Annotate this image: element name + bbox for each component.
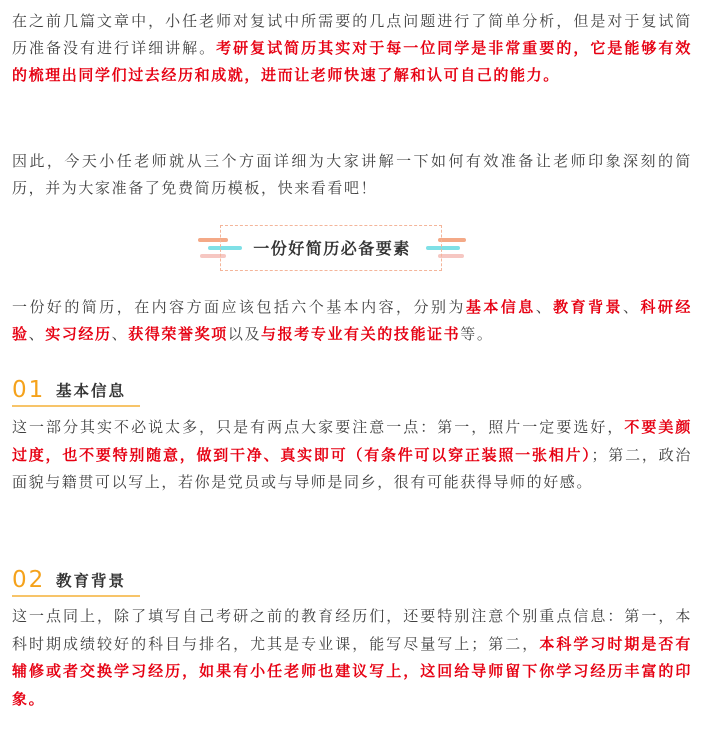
section-highlight-text: 本科学习时期是否有辅修或者交换学习经历，如果有小任老师也建议写上，这回给导师留下你学习经历丰富的印象。 [12, 634, 692, 708]
overview-connector: 以及 [227, 325, 262, 343]
intro-paragraph [12, 8, 692, 89]
section-title: 基本信息 [56, 382, 127, 400]
section-underline [12, 595, 140, 597]
overview-item-basic-info: 基本信息 [465, 298, 536, 316]
section-title: 教育背景 [56, 572, 127, 590]
banner-title: 一份好简历必备要素 [253, 239, 411, 258]
overview-separator: 、 [623, 298, 641, 316]
section-number: 01 [12, 377, 46, 403]
overview-separator: 、 [28, 325, 46, 343]
overview-tail: 等。 [460, 325, 494, 343]
section-banner [194, 225, 470, 273]
overview-lead: 一份好的简历，在内容方面应该包括六个基本内容，分别为 [12, 298, 466, 316]
section-plain-text: 这一点同上，除了填写自己考研之前的教育经历们，还要特别注意个别重点信息：第一，本科时期成绩较好的科目与排名，尤其是专业课，能写尽量写上；第二， [12, 607, 692, 653]
intro-highlight-text: 考研复试简历其实对于每一位同学是非常重要的，它是能够有效的梳理出同学们过去经历和成就，进而让老师快速了解和认可自己的能力。 [12, 39, 692, 84]
section-header-basic-info [12, 376, 152, 408]
section-body-education [12, 603, 692, 713]
section-underline [12, 405, 140, 407]
overview-item-certificates: 与报考专业有关的技能证书 [261, 325, 461, 343]
section-plain-text-2: ；第二，政治面貌与籍贯可以写上，若你是党员或与导师是同乡，很有可能获得导师的好感。 [12, 445, 692, 492]
overview-item-internship: 实习经历 [45, 325, 112, 343]
intro-followup-text: 因此，今天小任老师就从三个方面详细为大家讲解一下如何有效准备让老师印象深刻的简历，并为大家准备了免费简历模板，快来看看吧！ [12, 152, 692, 197]
overview-separator: 、 [111, 325, 129, 343]
overview-item-research: 科研经验 [12, 298, 692, 343]
section-number: 02 [12, 567, 46, 593]
intro-plain-text: 在之前几篇文章中，小任老师对复试中所需要的几点问题进行了简单分析，但是对于复试简历准备没有进行详细讲解。 [12, 12, 692, 57]
overview-item-honors: 获得荣誉奖项 [128, 325, 228, 343]
overview-paragraph [12, 294, 692, 348]
section-highlight-text: 不要美颜过度，也不要特别随意，做到干净、真实即可（有条件可以穿正装照一张相片） [12, 418, 692, 464]
overview-item-education: 教育背景 [553, 298, 623, 316]
overview-separator: 、 [535, 298, 554, 316]
section-header-education [12, 566, 152, 598]
intro-paragraph-2 [12, 148, 692, 202]
section-body-basic-info [12, 414, 692, 497]
section-plain-text: 这一部分其实不必说太多，只是有两点大家要注意一点：第一，照片一定要选好， [12, 418, 625, 436]
